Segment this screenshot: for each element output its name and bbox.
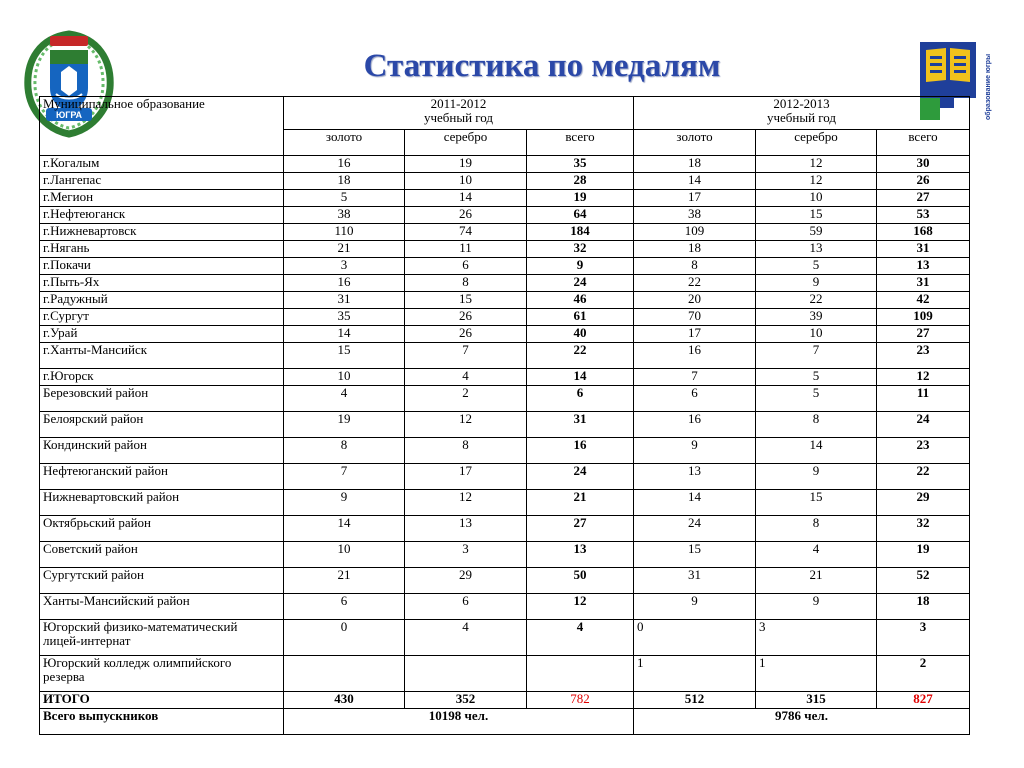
total-2012-cell: 24 bbox=[877, 412, 970, 438]
gold-2011-cell: 21 bbox=[284, 568, 405, 594]
municipality-name: Октябрьский район bbox=[40, 516, 284, 542]
municipality-name: г.Нижневартовск bbox=[40, 224, 284, 241]
total-2012-cell: 168 bbox=[877, 224, 970, 241]
gold-2011-cell: 10 bbox=[284, 542, 405, 568]
gold-2012-cell: 1 bbox=[634, 656, 756, 692]
silver-2011-cell: 26 bbox=[405, 207, 527, 224]
municipality-name: г.Югорск bbox=[40, 369, 284, 386]
gold-2012-cell: 70 bbox=[634, 309, 756, 326]
gold-2012-cell: 20 bbox=[634, 292, 756, 309]
graduates-2011: 10198 чел. bbox=[284, 709, 634, 735]
gold-2012-cell: 16 bbox=[634, 412, 756, 438]
silver-2012-cell: 15 bbox=[756, 490, 877, 516]
gold-2011-cell: 21 bbox=[284, 241, 405, 258]
gold-2012-cell: 17 bbox=[634, 190, 756, 207]
gold-2012-cell: 18 bbox=[634, 241, 756, 258]
gold-2011-cell: 3 bbox=[284, 258, 405, 275]
municipality-name: г.Когалым bbox=[40, 156, 284, 173]
gold-2012-cell: 0 bbox=[634, 620, 756, 656]
municipality-name: г.Мегион bbox=[40, 190, 284, 207]
silver-2012-cell: 7 bbox=[756, 343, 877, 369]
table-row bbox=[40, 568, 970, 594]
table-header-row-years bbox=[40, 97, 970, 130]
totals-label: ИТОГО bbox=[40, 692, 284, 709]
total-2012-cell: 13 bbox=[877, 258, 970, 275]
silver-2012-cell: 9 bbox=[756, 275, 877, 292]
total-2011-cell: 46 bbox=[527, 292, 634, 309]
table-row bbox=[40, 190, 970, 207]
silver-2012-cell: 10 bbox=[756, 190, 877, 207]
table-row bbox=[40, 438, 970, 464]
gold-2011-cell: 16 bbox=[284, 156, 405, 173]
silver-2012-cell: 13 bbox=[756, 241, 877, 258]
gold-2011-cell: 16 bbox=[284, 275, 405, 292]
gold-2011-cell: 7 bbox=[284, 464, 405, 490]
municipality-name: г.Урай bbox=[40, 326, 284, 343]
header-year-2011-label: 2011-2012 bbox=[430, 96, 487, 111]
total-2011-cell: 19 bbox=[527, 190, 634, 207]
gold-2011-cell: 110 bbox=[284, 224, 405, 241]
silver-2012-cell: 14 bbox=[756, 438, 877, 464]
total-2011-cell: 61 bbox=[527, 309, 634, 326]
municipality-name: г.Покачи bbox=[40, 258, 284, 275]
silver-2011-cell: 15 bbox=[405, 292, 527, 309]
totals-silver-2012: 315 bbox=[756, 692, 877, 709]
municipality-name-line1: Югорский физико-математический bbox=[43, 619, 238, 634]
total-2012-cell: 23 bbox=[877, 438, 970, 464]
gold-2011-cell: 0 bbox=[284, 620, 405, 656]
gold-2012-cell: 16 bbox=[634, 343, 756, 369]
silver-2012-cell: 5 bbox=[756, 386, 877, 412]
total-2011-cell: 24 bbox=[527, 464, 634, 490]
table-row bbox=[40, 490, 970, 516]
municipality-name: Ханты-Мансийский район bbox=[40, 594, 284, 620]
municipality-name bbox=[40, 620, 284, 656]
municipality-name: г.Нягань bbox=[40, 241, 284, 258]
silver-2012-cell: 4 bbox=[756, 542, 877, 568]
silver-2012-cell: 59 bbox=[756, 224, 877, 241]
gold-2012-cell: 31 bbox=[634, 568, 756, 594]
table-row bbox=[40, 516, 970, 542]
table-row bbox=[40, 309, 970, 326]
header-year-2012 bbox=[634, 97, 970, 130]
total-2012-cell: 29 bbox=[877, 490, 970, 516]
municipality-name: Нефтеюганский район bbox=[40, 464, 284, 490]
silver-2012-cell: 21 bbox=[756, 568, 877, 594]
gold-2012-cell: 8 bbox=[634, 258, 756, 275]
total-2012-cell: 19 bbox=[877, 542, 970, 568]
graduates-2012: 9786 чел. bbox=[634, 709, 970, 735]
totals-gold-2011: 430 bbox=[284, 692, 405, 709]
gold-2012-cell: 7 bbox=[634, 369, 756, 386]
total-2011-cell: 35 bbox=[527, 156, 634, 173]
municipality-name-line2: лицей-интернат bbox=[43, 633, 131, 648]
total-2012-cell: 18 bbox=[877, 594, 970, 620]
municipality-name: г.Радужный bbox=[40, 292, 284, 309]
gold-2012-cell: 14 bbox=[634, 173, 756, 190]
table-row bbox=[40, 620, 970, 656]
table-row bbox=[40, 542, 970, 568]
total-2012-cell: 31 bbox=[877, 241, 970, 258]
municipality-name: Нижневартовский район bbox=[40, 490, 284, 516]
gold-2012-cell: 9 bbox=[634, 594, 756, 620]
total-2011-cell: 40 bbox=[527, 326, 634, 343]
table-row bbox=[40, 207, 970, 224]
table-row bbox=[40, 464, 970, 490]
table-row bbox=[40, 173, 970, 190]
total-2012-cell: 11 bbox=[877, 386, 970, 412]
total-2012-cell: 12 bbox=[877, 369, 970, 386]
header-year-2012-sub: учебный год bbox=[766, 110, 837, 125]
gold-2012-cell: 38 bbox=[634, 207, 756, 224]
total-2012-cell: 27 bbox=[877, 326, 970, 343]
total-2012-cell: 27 bbox=[877, 190, 970, 207]
silver-2011-cell: 8 bbox=[405, 438, 527, 464]
municipality-name: г.Нефтеюганск bbox=[40, 207, 284, 224]
silver-2011-cell: 6 bbox=[405, 594, 527, 620]
header-gold-1: золото bbox=[284, 130, 405, 156]
header-year-2011 bbox=[284, 97, 634, 130]
header-total-1: всего bbox=[527, 130, 634, 156]
table-row bbox=[40, 412, 970, 438]
municipality-name: Советский район bbox=[40, 542, 284, 568]
silver-2011-cell: 4 bbox=[405, 369, 527, 386]
total-2012-cell: 3 bbox=[877, 620, 970, 656]
total-2011-cell: 14 bbox=[527, 369, 634, 386]
silver-2011-cell: 11 bbox=[405, 241, 527, 258]
silver-2011-cell: 26 bbox=[405, 326, 527, 343]
silver-2011-cell bbox=[405, 656, 527, 692]
total-2011-cell: 50 bbox=[527, 568, 634, 594]
graduates-label: Всего выпускников bbox=[40, 709, 284, 735]
silver-2012-cell: 1 bbox=[756, 656, 877, 692]
total-2011-cell: 64 bbox=[527, 207, 634, 224]
silver-2011-cell: 12 bbox=[405, 490, 527, 516]
gold-2012-cell: 24 bbox=[634, 516, 756, 542]
table-row bbox=[40, 275, 970, 292]
gold-2011-cell: 10 bbox=[284, 369, 405, 386]
total-2011-cell: 31 bbox=[527, 412, 634, 438]
logo-caption: образование югры bbox=[985, 53, 992, 120]
header-municipality: Муниципальное образование bbox=[40, 97, 284, 156]
table-row bbox=[40, 594, 970, 620]
total-2011-cell: 16 bbox=[527, 438, 634, 464]
total-2011-cell: 21 bbox=[527, 490, 634, 516]
total-2012-cell: 32 bbox=[877, 516, 970, 542]
silver-2011-cell: 10 bbox=[405, 173, 527, 190]
total-2012-cell: 52 bbox=[877, 568, 970, 594]
municipality-name bbox=[40, 656, 284, 692]
silver-2011-cell: 7 bbox=[405, 343, 527, 369]
total-2011-cell: 28 bbox=[527, 173, 634, 190]
gold-2011-cell: 38 bbox=[284, 207, 405, 224]
silver-2012-cell: 15 bbox=[756, 207, 877, 224]
silver-2012-cell: 22 bbox=[756, 292, 877, 309]
silver-2012-cell: 8 bbox=[756, 516, 877, 542]
header-year-2011-sub: учебный год bbox=[423, 110, 494, 125]
header-silver-1: серебро bbox=[405, 130, 527, 156]
total-2011-cell: 24 bbox=[527, 275, 634, 292]
gold-2012-cell: 109 bbox=[634, 224, 756, 241]
header-silver-2: серебро bbox=[756, 130, 877, 156]
total-2011-cell: 22 bbox=[527, 343, 634, 369]
total-2011-cell: 184 bbox=[527, 224, 634, 241]
table-row bbox=[40, 343, 970, 369]
gold-2011-cell: 9 bbox=[284, 490, 405, 516]
silver-2012-cell: 5 bbox=[756, 258, 877, 275]
gold-2011-cell: 14 bbox=[284, 516, 405, 542]
table-row bbox=[40, 386, 970, 412]
silver-2012-cell: 10 bbox=[756, 326, 877, 343]
table-row bbox=[40, 258, 970, 275]
totals-silver-2011: 352 bbox=[405, 692, 527, 709]
gold-2012-cell: 13 bbox=[634, 464, 756, 490]
silver-2011-cell: 14 bbox=[405, 190, 527, 207]
table-row bbox=[40, 241, 970, 258]
total-2011-cell bbox=[527, 656, 634, 692]
silver-2012-cell: 3 bbox=[756, 620, 877, 656]
total-2011-cell: 4 bbox=[527, 620, 634, 656]
gold-2011-cell: 4 bbox=[284, 386, 405, 412]
totals-gold-2012: 512 bbox=[634, 692, 756, 709]
total-2011-cell: 9 bbox=[527, 258, 634, 275]
municipality-name: г.Лангепас bbox=[40, 173, 284, 190]
table-row bbox=[40, 656, 970, 692]
header-year-2012-label: 2012-2013 bbox=[773, 96, 830, 111]
totals-total-2012: 827 bbox=[877, 692, 970, 709]
page-title: Статистика по медалям bbox=[363, 48, 721, 84]
emblem-label: ЮГРА bbox=[55, 110, 83, 120]
total-2011-cell: 13 bbox=[527, 542, 634, 568]
silver-2011-cell: 12 bbox=[405, 412, 527, 438]
silver-2012-cell: 12 bbox=[756, 173, 877, 190]
gold-2012-cell: 14 bbox=[634, 490, 756, 516]
silver-2011-cell: 26 bbox=[405, 309, 527, 326]
silver-2011-cell: 8 bbox=[405, 275, 527, 292]
total-2011-cell: 12 bbox=[527, 594, 634, 620]
silver-2011-cell: 2 bbox=[405, 386, 527, 412]
municipality-name-line2: резерва bbox=[43, 669, 85, 684]
gold-2012-cell: 6 bbox=[634, 386, 756, 412]
total-2011-cell: 27 bbox=[527, 516, 634, 542]
total-2012-cell: 26 bbox=[877, 173, 970, 190]
silver-2011-cell: 17 bbox=[405, 464, 527, 490]
silver-2012-cell: 5 bbox=[756, 369, 877, 386]
total-2012-cell: 53 bbox=[877, 207, 970, 224]
municipality-name: Кондинский район bbox=[40, 438, 284, 464]
gold-2011-cell: 6 bbox=[284, 594, 405, 620]
gold-2011-cell: 35 bbox=[284, 309, 405, 326]
silver-2012-cell: 9 bbox=[756, 594, 877, 620]
gold-2012-cell: 15 bbox=[634, 542, 756, 568]
totals-row bbox=[40, 692, 970, 709]
gold-2011-cell: 14 bbox=[284, 326, 405, 343]
silver-2011-cell: 74 bbox=[405, 224, 527, 241]
gold-2011-cell: 5 bbox=[284, 190, 405, 207]
municipality-name: Березовский район bbox=[40, 386, 284, 412]
gold-2011-cell: 19 bbox=[284, 412, 405, 438]
municipality-name: г.Пыть-Ях bbox=[40, 275, 284, 292]
total-2012-cell: 22 bbox=[877, 464, 970, 490]
total-2012-cell: 2 bbox=[877, 656, 970, 692]
silver-2012-cell: 39 bbox=[756, 309, 877, 326]
gold-2012-cell: 17 bbox=[634, 326, 756, 343]
municipality-name: Сургутский район bbox=[40, 568, 284, 594]
municipality-name: г.Ханты-Мансийск bbox=[40, 343, 284, 369]
municipality-name: г.Сургут bbox=[40, 309, 284, 326]
silver-2011-cell: 6 bbox=[405, 258, 527, 275]
total-2012-cell: 42 bbox=[877, 292, 970, 309]
total-2011-cell: 32 bbox=[527, 241, 634, 258]
total-2012-cell: 31 bbox=[877, 275, 970, 292]
table-row bbox=[40, 369, 970, 386]
table-row bbox=[40, 326, 970, 343]
gold-2011-cell: 18 bbox=[284, 173, 405, 190]
silver-2011-cell: 4 bbox=[405, 620, 527, 656]
total-2012-cell: 109 bbox=[877, 309, 970, 326]
silver-2012-cell: 9 bbox=[756, 464, 877, 490]
silver-2011-cell: 19 bbox=[405, 156, 527, 173]
gold-2011-cell bbox=[284, 656, 405, 692]
table-row bbox=[40, 292, 970, 309]
header-gold-2: золото bbox=[634, 130, 756, 156]
silver-2011-cell: 13 bbox=[405, 516, 527, 542]
gold-2012-cell: 9 bbox=[634, 438, 756, 464]
table-row bbox=[40, 224, 970, 241]
gold-2012-cell: 22 bbox=[634, 275, 756, 292]
table-row bbox=[40, 156, 970, 173]
municipality-name: Белоярский район bbox=[40, 412, 284, 438]
total-2012-cell: 30 bbox=[877, 156, 970, 173]
municipality-name-line1: Югорский колледж олимпийского bbox=[43, 655, 232, 670]
silver-2012-cell: 8 bbox=[756, 412, 877, 438]
gold-2011-cell: 8 bbox=[284, 438, 405, 464]
graduates-row bbox=[40, 709, 970, 735]
silver-2012-cell: 12 bbox=[756, 156, 877, 173]
gold-2011-cell: 31 bbox=[284, 292, 405, 309]
totals-total-2011: 782 bbox=[527, 692, 634, 709]
gold-2012-cell: 18 bbox=[634, 156, 756, 173]
header-total-2: всего bbox=[877, 130, 970, 156]
silver-2011-cell: 29 bbox=[405, 568, 527, 594]
silver-2011-cell: 3 bbox=[405, 542, 527, 568]
total-2011-cell: 6 bbox=[527, 386, 634, 412]
total-2012-cell: 23 bbox=[877, 343, 970, 369]
medal-statistics-table bbox=[39, 96, 970, 735]
gold-2011-cell: 15 bbox=[284, 343, 405, 369]
